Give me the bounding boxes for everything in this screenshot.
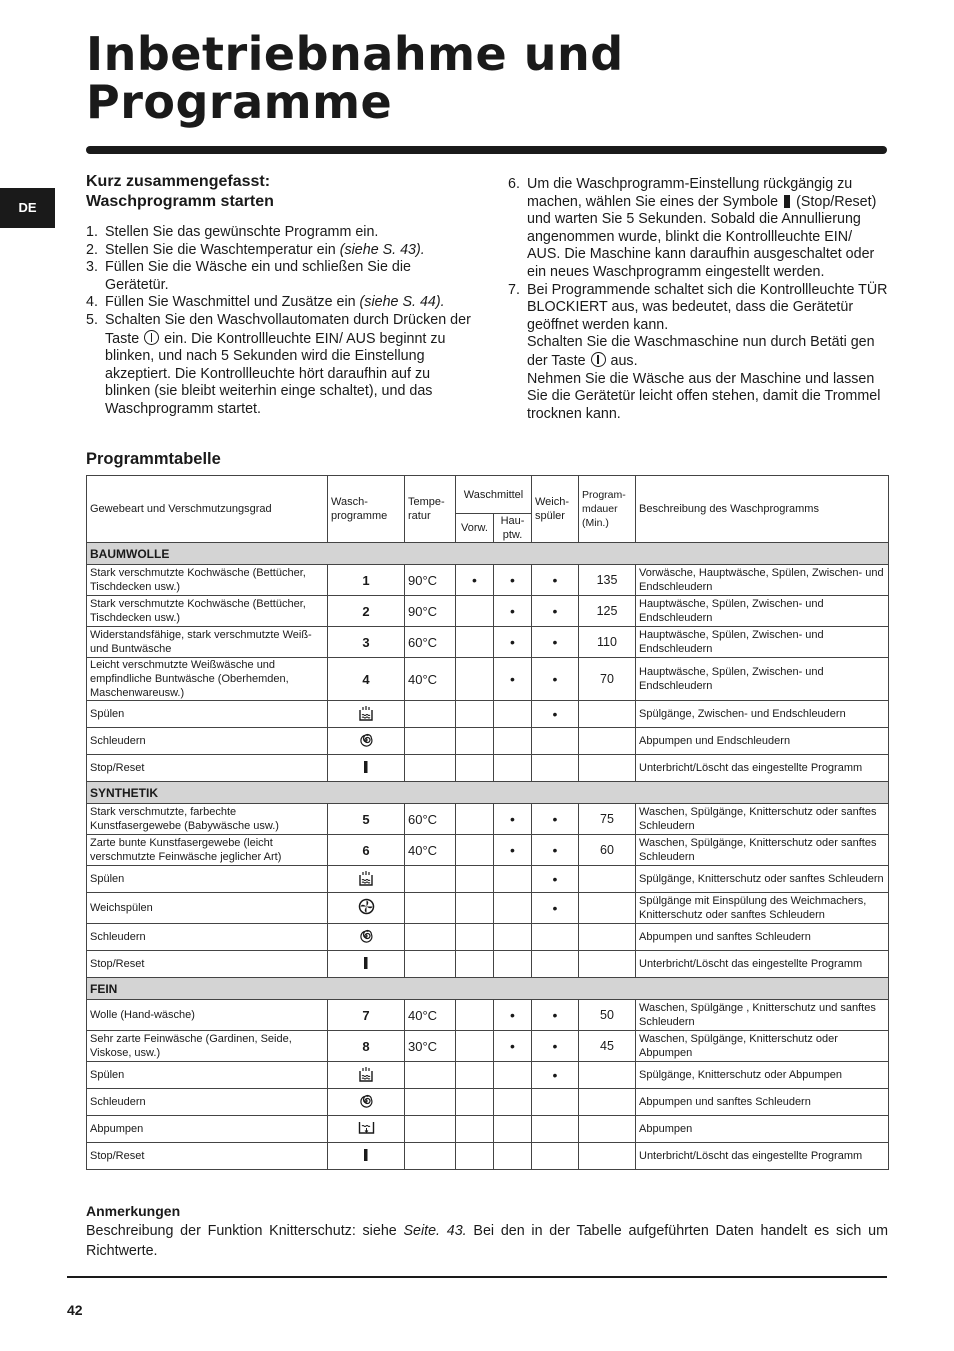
fabric-cell: Spülen [87, 701, 328, 728]
start-heading: Kurz zusammengefasst: Waschprogramm starten [86, 173, 274, 210]
temperature-cell [405, 755, 456, 782]
program-table [86, 475, 889, 1170]
fabric-cell: Spülen [87, 866, 328, 893]
fabric-cell: Sehr zarte Feinwäsche (Gardinen, Seide, Viskose, usw.) [87, 1031, 328, 1062]
description-cell: Waschen, Spülgänge , Knitterschutz und sanftes Schleudern [636, 1000, 889, 1031]
mainwash-cell: • [494, 565, 532, 596]
softener-cell: • [532, 701, 579, 728]
mainwash-cell [494, 1143, 532, 1170]
temperature-cell [405, 728, 456, 755]
title-line-1: Inbetriebnahme und [86, 27, 624, 81]
prewash-cell [456, 1116, 494, 1143]
temperature-cell: 60°C [405, 804, 456, 835]
temperature-cell: 40°C [405, 658, 456, 701]
temperature-cell [405, 1062, 456, 1089]
program-cell: 2 [328, 596, 405, 627]
program-cell [328, 728, 405, 755]
prewash-cell [456, 924, 494, 951]
header-mainwash: Hau- ptw. [494, 514, 532, 543]
description-cell: Hauptwäsche, Spülen, Zwischen- und Endschleudern [636, 627, 889, 658]
softener-cell: • [532, 866, 579, 893]
program-cell [328, 866, 405, 893]
description-cell: Spülgänge, Knitterschutz oder Abpumpen [636, 1062, 889, 1089]
table-row [87, 1116, 889, 1143]
mainwash-cell: • [494, 596, 532, 627]
footer-rule [67, 1276, 887, 1278]
fabric-cell: Stark verschmutzte Kochwäsche (Bettücher, Tischdecken usw.) [87, 596, 328, 627]
temperature-cell [405, 866, 456, 893]
notes-heading: Anmerkungen [86, 1203, 181, 1219]
duration-cell [579, 755, 636, 782]
section-row [87, 543, 889, 565]
step-2: 2. Stellen Sie die Waschtemperatur ein (siehe S. 43). [86, 241, 425, 258]
duration-cell: 70 [579, 658, 636, 701]
duration-cell: 45 [579, 1031, 636, 1062]
softener-cell [532, 1116, 579, 1143]
spin-icon [358, 928, 374, 947]
duration-cell: 60 [579, 835, 636, 866]
temperature-cell [405, 893, 456, 924]
softener-cell: • [532, 1062, 579, 1089]
table-row [87, 951, 889, 978]
rinse-icon [358, 870, 374, 889]
table-row [87, 701, 889, 728]
duration-cell [579, 1089, 636, 1116]
softener-cell [532, 728, 579, 755]
temperature-cell: 30°C [405, 1031, 456, 1062]
program-cell [328, 1116, 405, 1143]
notes [86, 1203, 888, 1261]
softener-cell [532, 1143, 579, 1170]
stop-icon [362, 956, 370, 973]
mainwash-cell: • [494, 1031, 532, 1062]
page-number: 42 [67, 1302, 83, 1318]
description-cell: Vorwäsche, Hauptwäsche, Spülen, Zwischen- und Endschleudern [636, 565, 889, 596]
spin-icon [358, 1093, 374, 1112]
fabric-cell: Schleudern [87, 924, 328, 951]
softener-cell: • [532, 565, 579, 596]
prewash-cell [456, 835, 494, 866]
table-row [87, 755, 889, 782]
program-cell [328, 951, 405, 978]
prewash-cell [456, 804, 494, 835]
description-cell: Hauptwäsche, Spülen, Zwischen- und Endschleudern [636, 596, 889, 627]
prewash-cell [456, 701, 494, 728]
prewash-cell [456, 951, 494, 978]
temperature-cell [405, 1116, 456, 1143]
description-cell: Abpumpen [636, 1116, 889, 1143]
description-cell: Unterbricht/Löscht das eingestellte Programm [636, 755, 889, 782]
duration-cell [579, 866, 636, 893]
program-cell: 8 [328, 1031, 405, 1062]
duration-cell [579, 1143, 636, 1170]
table-row [87, 565, 889, 596]
table-row [87, 924, 889, 951]
temperature-cell [405, 1089, 456, 1116]
program-cell: 6 [328, 835, 405, 866]
temperature-cell: 90°C [405, 596, 456, 627]
mainwash-cell: • [494, 627, 532, 658]
title-rule [86, 146, 887, 154]
softener-cell: • [532, 658, 579, 701]
prewash-cell [456, 1062, 494, 1089]
mainwash-cell: • [494, 804, 532, 835]
table-row [87, 627, 889, 658]
mainwash-cell [494, 1062, 532, 1089]
program-cell [328, 1143, 405, 1170]
softener-cell: • [532, 1000, 579, 1031]
header-fabric: Gewebeart und Verschmutzungsgrad [87, 476, 328, 543]
description-cell: Waschen, Spülgänge, Knitterschutz oder Abpumpen [636, 1031, 889, 1062]
drain-icon [358, 1120, 375, 1138]
power-button-icon [591, 352, 606, 367]
mainwash-cell [494, 866, 532, 893]
header-duration: Program- mdauer (Min.) [579, 476, 636, 543]
table-row [87, 804, 889, 835]
table-row [87, 1000, 889, 1031]
fabric-cell: Weichspülen [87, 893, 328, 924]
duration-cell: 50 [579, 1000, 636, 1031]
duration-cell [579, 893, 636, 924]
mainwash-cell: • [494, 658, 532, 701]
language-tab: DE [0, 188, 55, 228]
temperature-cell [405, 1143, 456, 1170]
step-5: 5. Schalten Sie den Waschvollautomaten durch Drücken der Taste ein. Die Kontrollleuchte EIN/ AUS beginnt zu blinken, und nach 5 Sekunden wird die Einstellung akzeptiert. Die Kontrollleuchte hört daraufhin auf zu blinken (sie bleibt weiterhin einge schaltet), und das Waschprogramm startet. [86, 311, 471, 417]
description-cell: Spülgänge mit Einspülung des Weichmachers, Knitterschutz oder sanftes Schleudern [636, 893, 889, 924]
program-cell: 1 [328, 565, 405, 596]
steps-list-left [86, 224, 471, 419]
softener-cell: • [532, 835, 579, 866]
table-row [87, 1031, 889, 1062]
table-row [87, 596, 889, 627]
softener-cell: • [532, 596, 579, 627]
softener-cell [532, 755, 579, 782]
prewash-cell: • [456, 565, 494, 596]
page-title [86, 27, 786, 129]
program-cell [328, 924, 405, 951]
header-softener: Weich- spüler [532, 476, 579, 543]
temperature-cell: 60°C [405, 627, 456, 658]
prewash-cell [456, 627, 494, 658]
mainwash-cell: • [494, 835, 532, 866]
description-cell: Waschen, Spülgänge, Knitterschutz oder sanftes Schleudern [636, 804, 889, 835]
program-cell: 7 [328, 1000, 405, 1031]
temperature-cell [405, 924, 456, 951]
mainwash-cell [494, 1089, 532, 1116]
fabric-cell: Stop/Reset [87, 951, 328, 978]
program-cell [328, 893, 405, 924]
program-table-body [87, 543, 889, 1170]
description-cell: Hauptwäsche, Spülen, Zwischen- und Endschleudern [636, 658, 889, 701]
notes-text: Beschreibung der Funktion Knitterschutz: siehe Seite. 43. Bei den in der Tabelle aufgeführten Daten handelt es sich um Richtwerte. [86, 1223, 888, 1259]
mainwash-cell [494, 893, 532, 924]
duration-cell [579, 924, 636, 951]
section-row [87, 978, 889, 1000]
mainwash-cell [494, 755, 532, 782]
description-cell: Abpumpen und sanftes Schleudern [636, 1089, 889, 1116]
header-description: Beschreibung des Waschprogramms [636, 476, 889, 543]
table-heading: Programmtabelle [86, 450, 221, 468]
header-prewash: Vorw. [456, 514, 494, 543]
fabric-cell: Wolle (Hand-wäsche) [87, 1000, 328, 1031]
section-title: BAUMWOLLE [87, 543, 889, 565]
mainwash-cell: • [494, 1000, 532, 1031]
softener-cell: • [532, 1031, 579, 1062]
stop-icon [362, 1148, 370, 1165]
program-cell: 4 [328, 658, 405, 701]
step-1: 1. Stellen Sie das gewünschte Programm ein. [86, 224, 379, 240]
fabric-cell: Leicht verschmutzte Weißwäsche und empfindliche Buntwäsche (Oberhemden, Maschenwareusw.) [87, 658, 328, 701]
program-cell [328, 701, 405, 728]
table-row [87, 893, 889, 924]
fabric-cell: Schleudern [87, 728, 328, 755]
fabric-cell: Widerstandsfähige, stark verschmutzte Weiß- und Buntwäsche [87, 627, 328, 658]
prewash-cell [456, 755, 494, 782]
prewash-cell [456, 893, 494, 924]
fabric-cell: Zarte bunte Kunstfasergewebe (leicht verschmutzte Feinwäsche jeglicher Art) [87, 835, 328, 866]
softener-cell: • [532, 804, 579, 835]
prewash-cell [456, 658, 494, 701]
prewash-cell [456, 1089, 494, 1116]
prewash-cell [456, 1000, 494, 1031]
duration-cell: 125 [579, 596, 636, 627]
mainwash-cell [494, 701, 532, 728]
temperature-cell: 40°C [405, 1000, 456, 1031]
rinse-icon [358, 1066, 374, 1085]
prewash-cell [456, 728, 494, 755]
stop-icon [362, 760, 370, 777]
header-temperature: Tempe- ratur [405, 476, 456, 543]
header-detergent: Waschmittel [456, 476, 532, 514]
prewash-cell [456, 596, 494, 627]
description-cell: Unterbricht/Löscht das eingestellte Programm [636, 1143, 889, 1170]
step-4: 4. Füllen Sie Waschmittel und Zusätze ein (siehe S. 44). [86, 294, 445, 311]
softener-cell: • [532, 893, 579, 924]
mainwash-cell [494, 1116, 532, 1143]
spin-icon [358, 732, 374, 751]
fabric-cell: Schleudern [87, 1089, 328, 1116]
duration-cell [579, 1062, 636, 1089]
table-row [87, 658, 889, 701]
softener-cell [532, 951, 579, 978]
softener-cell [532, 924, 579, 951]
softener-cell [532, 1089, 579, 1116]
temperature-cell [405, 701, 456, 728]
table-row [87, 1143, 889, 1170]
mainwash-cell [494, 728, 532, 755]
duration-cell [579, 728, 636, 755]
step-3: 3. Füllen Sie die Wäsche ein und schließen Sie die Gerätetür. [86, 259, 411, 293]
title-line-2: Programme [86, 75, 393, 129]
temperature-cell [405, 951, 456, 978]
duration-cell [579, 701, 636, 728]
section-row [87, 782, 889, 804]
fabric-cell: Stop/Reset [87, 1143, 328, 1170]
prewash-cell [456, 1143, 494, 1170]
duration-cell: 135 [579, 565, 636, 596]
temperature-cell: 40°C [405, 835, 456, 866]
fabric-cell: Stark verschmutzte Kochwäsche (Bettücher, Tischdecken usw.) [87, 565, 328, 596]
description-cell: Abpumpen und sanftes Schleudern [636, 924, 889, 951]
description-cell: Abpumpen und Endschleudern [636, 728, 889, 755]
section-title: SYNTHETIK [87, 782, 889, 804]
description-cell: Spülgänge, Knitterschutz oder sanftes Schleudern [636, 866, 889, 893]
duration-cell [579, 951, 636, 978]
program-cell [328, 1062, 405, 1089]
prewash-cell [456, 866, 494, 893]
program-cell: 3 [328, 627, 405, 658]
description-cell: Unterbricht/Löscht das eingestellte Programm [636, 951, 889, 978]
table-row [87, 1089, 889, 1116]
table-row [87, 728, 889, 755]
program-cell [328, 755, 405, 782]
duration-cell: 110 [579, 627, 636, 658]
mainwash-cell [494, 924, 532, 951]
table-row [87, 1062, 889, 1089]
softener-cell: • [532, 627, 579, 658]
steps-list-right [508, 176, 888, 423]
softener-icon [358, 898, 375, 918]
rinse-icon [358, 705, 374, 724]
program-cell: 5 [328, 804, 405, 835]
program-cell [328, 1089, 405, 1116]
fabric-cell: Abpumpen [87, 1116, 328, 1143]
fabric-cell: Stark verschmutzte, farbechte Kunstfasergewebe (Babywäsche usw.) [87, 804, 328, 835]
step-6: 6. Um die Waschprogramm-Einstellung rückgängig zu machen, wählen Sie eines der Symbole (Stop/Reset) und warten Sie 5 Sekunden. Sobald die Annullierung angenommen wurde, blinkt die Kontrollleuchte EIN/ AUS. Die Maschine kann daraufhin ausgeschaltet oder ein neues Waschprogramm eingestellt werden. [508, 176, 877, 280]
description-cell: Waschen, Spülgänge, Knitterschutz oder sanftes Schleudern [636, 835, 889, 866]
fabric-cell: Spülen [87, 1062, 328, 1089]
duration-cell: 75 [579, 804, 636, 835]
prewash-cell [456, 1031, 494, 1062]
table-row [87, 835, 889, 866]
duration-cell [579, 1116, 636, 1143]
description-cell: Spülgänge, Zwischen- und Endschleudern [636, 701, 889, 728]
power-button-icon [144, 330, 159, 345]
fabric-cell: Stop/Reset [87, 755, 328, 782]
start-column-left [86, 172, 471, 419]
temperature-cell: 90°C [405, 565, 456, 596]
mainwash-cell [494, 951, 532, 978]
stop-reset-icon [784, 195, 790, 208]
table-row [87, 866, 889, 893]
section-title: FEIN [87, 978, 889, 1000]
header-program: Wasch- programme [328, 476, 405, 543]
start-column-right [508, 176, 888, 423]
step-7: 7. Bei Programmende schaltet sich die Kontrollleuchte TÜR BLOCKIERT aus, was bedeutet, dass die Gerätetür geöffnet werden kann. Schalten Sie die Waschmaschine nun durch Betäti gen der Taste aus. Nehmen Sie die Wäsche aus der Maschine und lassen Sie die Gerätetür leicht offen stehen, damit die Trommel trocknen kann. [508, 281, 888, 422]
